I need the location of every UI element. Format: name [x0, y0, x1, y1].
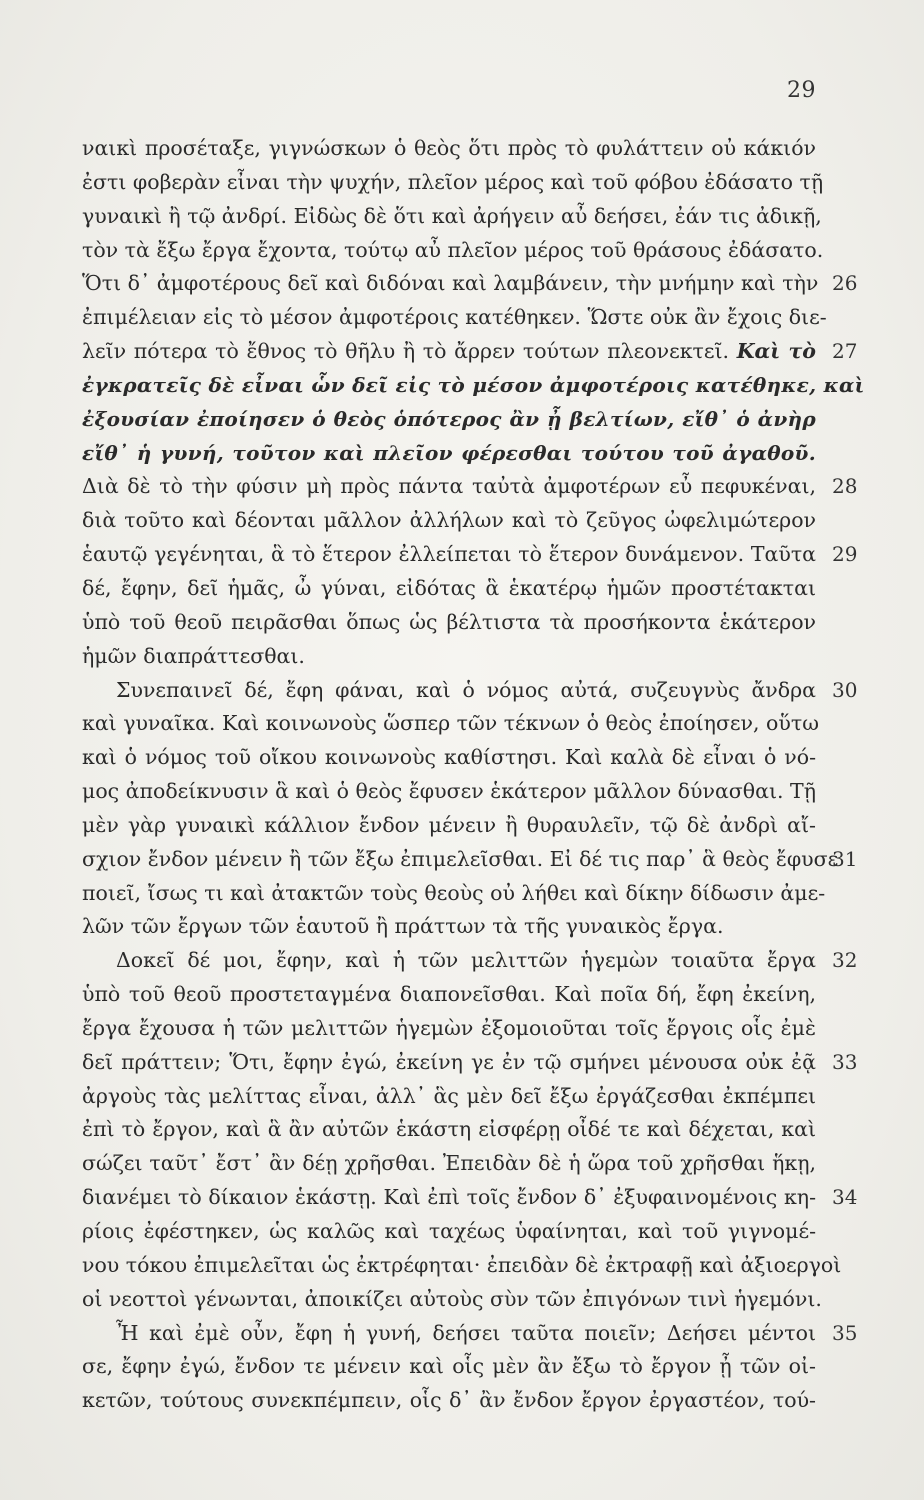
text-line-content: μος ἀποδείκνυσιν ἃ καὶ ὁ θεὸς ἔφυσεν ἑκάτερον μᾶλλον δύνασθαι. Τῇ	[82, 779, 816, 804]
text-line-content: Διὰ δὲ τὸ τὴν φύσιν μὴ πρὸς πάντα ταὐτὰ ἀμφοτέρων εὖ πεφυκέναι,	[82, 474, 816, 499]
text-line-content: διανέμει τὸ δίκαιον ἑκάστῃ. Καὶ ἐπὶ τοῖς ἔνδον δ᾽ ἐξυφαινομένοις κη-	[82, 1185, 816, 1210]
text-line	[82, 1046, 858, 1080]
text-line-content: Ἦ καὶ ἐμὲ οὖν, ἔφη ἡ γυνή, δεήσει ταῦτα ποιεῖν; Δεήσει μέντοι	[116, 1320, 816, 1345]
text-line-content: ἀργοὺς τὰς μελίττας εἶναι, ἀλλ᾽ ἃς μὲν δεῖ ἔξω ἐργάζεσθαι ἐκπέμπει	[82, 1083, 816, 1108]
text-line-content: ἐστι φοβερὰν εἶναι τὴν ψυχήν, πλεῖον μέρος καὶ τοῦ φόβου ἐδάσατο τῇ	[82, 169, 824, 194]
body-text	[82, 132, 865, 1418]
text-line-content: ρίοις ἐφέστηκεν, ὡς καλῶς καὶ ταχέως ὑφαίνηται, καὶ τοῦ γιγνομέ-	[82, 1219, 816, 1243]
text-line	[82, 1384, 816, 1418]
text-line-content: δεῖ πράττειν; Ὅτι, ἔφην ἐγώ, ἐκείνη γε ἐν τῷ σμήνει μένουσα οὐκ ἐᾷ	[82, 1049, 816, 1074]
text-line-content: σώζει ταῦτ᾽ ἔστ᾽ ἂν δέῃ χρῆσθαι. Ἐπειδὰν δὲ ἡ ὥρα τοῦ χρῆσθαι ἥκῃ,	[82, 1151, 816, 1176]
text-line-content: δέ, ἔφην, δεῖ ἡμᾶς, ὦ γύναι, εἰδότας ἃ ἑκατέρῳ ἡμῶν προστέτακται	[82, 575, 816, 600]
text-line-content: ποιεῖ, ἴσως τι καὶ ἀτακτῶν τοὺς θεοὺς οὐ λήθει καὶ δίκην δίδωσιν ἀμε-	[82, 880, 826, 905]
text-line	[82, 1080, 816, 1114]
text-line	[82, 1317, 858, 1351]
text-line	[82, 369, 865, 403]
section-number: 31	[832, 846, 858, 871]
text-line	[82, 741, 816, 775]
text-line	[82, 944, 858, 978]
text-line	[82, 910, 816, 944]
text-line	[82, 166, 824, 200]
page-number: 29	[787, 78, 816, 103]
text-line	[82, 775, 816, 809]
text-line	[82, 1350, 816, 1384]
text-line-content: σε, ἔφην ἐγώ, ἔνδον τε μένειν καὶ οἷς μὲν ἂν ἔξω τὸ ἔργον ᾖ τῶν οἰ-	[82, 1354, 816, 1379]
text-line	[82, 572, 816, 606]
section-number: 29	[832, 542, 858, 567]
text-line-content: λεῖν πότερα τὸ ἔθνος τὸ θῆλυ ἢ τὸ ἄρρεν τούτων πλεονεκτεῖ.	[82, 339, 730, 364]
text-line	[82, 1147, 816, 1181]
text-line-content: κετῶν, τούτους συνεκπέμπειν, οἷς δ᾽ ἂν ἔνδον ἔργον ἐργαστέον, τού-	[82, 1388, 816, 1413]
text-line-content: λῶν τῶν ἔργων τῶν ἑαυτοῦ ἢ πράττων τὰ τῆς γυναικὸς ἔργα.	[82, 914, 724, 939]
text-line-content: Δοκεῖ δέ μοι, ἔφην, καὶ ἡ τῶν μελιττῶν ἡγεμὼν τοιαῦτα ἔργα	[116, 948, 816, 973]
text-line-content: οἱ νεοττοὶ γένωνται, ἀποικίζει αὐτοὺς σὺν τῶν ἐπιγόνων τινὶ ἡγεμόνι.	[82, 1286, 822, 1311]
text-line	[82, 1012, 816, 1046]
text-line-content: ναικὶ προσέταξε, γιγνώσκων ὁ θεὸς ὅτι πρὸς τὸ φυλάττειν οὐ κάκιόν	[82, 136, 816, 160]
text-line-content: μὲν γὰρ γυναικὶ κάλλιον ἔνδον μένειν ἢ θυραυλεῖν, τῷ δὲ ἀνδρὶ αἴ-	[82, 812, 816, 837]
text-line	[82, 1215, 816, 1249]
text-line-content: σχιον ἔνδον μένειν ἢ τῶν ἔξω ἐπιμελεῖσθαι. Εἰ δέ τις παρ᾽ ἃ θεὸς ἔφυσε	[82, 846, 839, 871]
text-line-content: ἐγκρατεῖς δὲ εἶναι ὧν δεῖ εἰς τὸ μέσον ἀμφοτέροις κατέθηκε, καὶ	[82, 372, 865, 397]
text-line-content: τὸν τὰ ἔξω ἔργα ἔχοντα, τούτῳ αὖ πλεῖον μέρος τοῦ θράσους ἐδάσατο.	[82, 237, 824, 262]
text-line-content: διὰ τοῦτο καὶ δέονται μᾶλλον ἀλλήλων καὶ τὸ ζεῦγος ὠφελιμώτερον	[82, 508, 816, 533]
text-line-content: ἐπὶ τὸ ἔργον, καὶ ἃ ἂν αὐτῶν ἑκάστη εἰσφέρῃ οἶδέ τε καὶ δέχεται, καὶ	[82, 1117, 816, 1142]
text-line-content: καὶ ὁ νόμος τοῦ οἴκου κοινωνοὺς καθίστησι. Καὶ καλὰ δὲ εἶναι ὁ νό-	[82, 745, 816, 770]
section-number: 33	[832, 1049, 858, 1074]
text-line-content: Συνεπαινεῖ δέ, ἔφη φάναι, καὶ ὁ νόμος αὐτά, συζευγνὺς ἄνδρα	[116, 677, 816, 702]
text-line	[82, 1249, 842, 1283]
section-number: 30	[832, 677, 858, 702]
text-line	[82, 234, 824, 268]
text-line-content: ἐξουσίαν ἐποίησεν ὁ θεὸς ὁπότερος ἂν ᾖ βελτίων, εἴθ᾽ ὁ ἀνὴρ	[82, 406, 816, 431]
text-line-content: καὶ γυναῖκα. Καὶ κοινωνοὺς ὥσπερ τῶν τέκνων ὁ θεὸς ἐποίησεν, οὕτω	[82, 711, 819, 736]
text-line	[82, 470, 858, 504]
text-line	[82, 437, 816, 471]
text-line-content: Ὅτι δ᾽ ἀμφοτέρους δεῖ καὶ διδόναι καὶ λαμβάνειν, τὴν μνήμην καὶ τὴν	[82, 271, 819, 296]
text-line-content: εἴθ᾽ ἡ γυνή, τοῦτον καὶ πλεῖον φέρεσθαι τούτου τοῦ ἀγαθοῦ.	[82, 440, 816, 465]
text-line	[82, 1181, 858, 1215]
text-line-content: ἑαυτῷ γεγένηται, ἃ τὸ ἕτερον ἐλλείπεται τὸ ἕτερον δυνάμενον. Ταῦτα	[82, 542, 816, 567]
text-line	[82, 843, 858, 877]
text-line-content: ἡμῶν διαπράττεσθαι.	[82, 643, 305, 668]
text-line	[82, 809, 816, 843]
text-line	[82, 267, 858, 301]
section-number: 28	[832, 474, 858, 499]
text-line-content: ἔργα ἔχουσα ἡ τῶν μελιττῶν ἡγεμὼν ἐξομοιοῦται τοῖς ἔργοις οἷς ἐμὲ	[82, 1015, 816, 1040]
section-number: 35	[832, 1320, 858, 1345]
text-line	[82, 504, 816, 538]
text-line-content: νου τόκου ἐπιμελεῖται ὡς ἐκτρέφηται· ἐπειδὰν δὲ ἐκτραφῇ καὶ ἀξιοεργοὶ	[82, 1252, 842, 1277]
text-line	[82, 707, 819, 741]
text-line	[82, 200, 822, 234]
section-number: 26	[832, 271, 858, 296]
text-line-content: ὑπὸ τοῦ θεοῦ πειρᾶσθαι ὅπως ὡς βέλτιστα τὰ προσήκοντα ἑκάτερον	[82, 609, 816, 634]
text-line	[82, 132, 816, 166]
section-number: 27	[832, 339, 858, 364]
text-line	[82, 301, 827, 335]
text-line-content: ὑπὸ τοῦ θεοῦ προστεταγμένα διαπονεῖσθαι. Καὶ ποῖα δή, ἔφη ἐκείνη,	[82, 982, 816, 1007]
text-line	[82, 674, 858, 708]
text-line	[82, 1283, 822, 1317]
bold-phrase: Καὶ τὸ	[736, 339, 816, 364]
text-line	[82, 978, 816, 1012]
text-line	[82, 606, 816, 640]
text-line	[82, 1113, 816, 1147]
section-number: 34	[832, 1185, 858, 1210]
section-number: 32	[832, 948, 858, 973]
text-line	[82, 640, 816, 674]
text-line-content: γυναικὶ ἢ τῷ ἀνδρί. Εἰδὼς δὲ ὅτι καὶ ἀρήγειν αὖ δεήσει, ἐάν τις ἀδικῇ,	[82, 203, 822, 228]
text-line	[82, 877, 826, 911]
text-line	[82, 538, 858, 572]
text-line	[82, 335, 858, 369]
text-line	[82, 403, 816, 437]
text-line-content: ἐπιμέλειαν εἰς τὸ μέσον ἀμφοτέροις κατέθηκεν. Ὥστε οὐκ ἂν ἔχοις διε-	[82, 305, 827, 330]
